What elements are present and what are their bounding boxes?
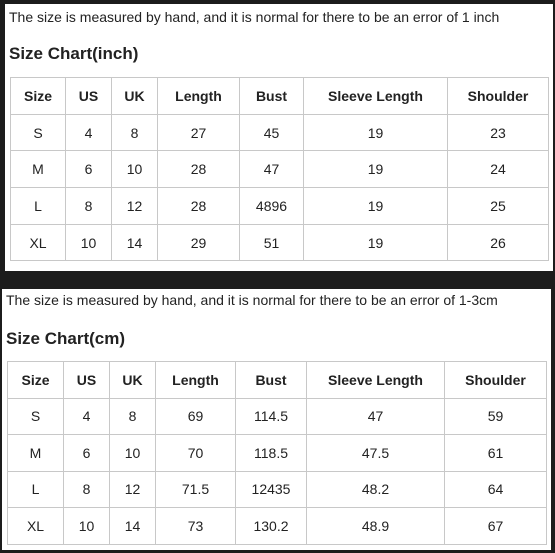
table-cell: XL bbox=[8, 508, 64, 545]
table-cell: 4896 bbox=[240, 188, 304, 225]
table-cell: 8 bbox=[110, 398, 156, 435]
table-cell: S bbox=[8, 398, 64, 435]
table-header-row bbox=[8, 362, 547, 399]
table-cell: 59 bbox=[445, 398, 547, 435]
table-cell: 10 bbox=[110, 435, 156, 472]
column-header: Bust bbox=[236, 362, 307, 399]
size-table-cm bbox=[7, 361, 547, 545]
table-cell: M bbox=[8, 435, 64, 472]
table-cell: 8 bbox=[64, 471, 110, 508]
table-cell: 47 bbox=[240, 151, 304, 188]
table-row bbox=[8, 398, 547, 435]
table-cell: S bbox=[11, 114, 66, 151]
table-row bbox=[8, 508, 547, 545]
column-header: UK bbox=[110, 362, 156, 399]
table-cell: 45 bbox=[240, 114, 304, 151]
table-cell: 6 bbox=[64, 435, 110, 472]
table-cell: 14 bbox=[112, 224, 158, 261]
table-cell: 51 bbox=[240, 224, 304, 261]
table-cell: 64 bbox=[445, 471, 547, 508]
table-row bbox=[8, 471, 547, 508]
table-cell: 70 bbox=[156, 435, 236, 472]
size-chart-inch-panel bbox=[5, 4, 553, 271]
table-cell: 19 bbox=[304, 114, 448, 151]
column-header: Size bbox=[11, 78, 66, 115]
table-cell: 6 bbox=[66, 151, 112, 188]
table-cell: XL bbox=[11, 224, 66, 261]
column-header: US bbox=[66, 78, 112, 115]
table-cell: M bbox=[11, 151, 66, 188]
chart-title: Size Chart(inch) bbox=[9, 44, 139, 63]
table-cell: 67 bbox=[445, 508, 547, 545]
table-cell: 114.5 bbox=[236, 398, 307, 435]
table-cell: 25 bbox=[448, 188, 549, 225]
table-cell: 10 bbox=[64, 508, 110, 545]
table-cell: 69 bbox=[156, 398, 236, 435]
table-row bbox=[8, 435, 547, 472]
table-cell: 10 bbox=[66, 224, 112, 261]
table-cell: 12 bbox=[110, 471, 156, 508]
table-row bbox=[11, 114, 549, 151]
table-row bbox=[11, 224, 549, 261]
column-header: Sleeve Length bbox=[304, 78, 448, 115]
table-cell: 8 bbox=[66, 188, 112, 225]
table-cell: 4 bbox=[66, 114, 112, 151]
column-header: Size bbox=[8, 362, 64, 399]
table-row bbox=[11, 151, 549, 188]
table-cell: 28 bbox=[158, 151, 240, 188]
size-chart-cm-panel bbox=[2, 289, 551, 550]
column-header: Bust bbox=[240, 78, 304, 115]
column-header: Shoulder bbox=[445, 362, 547, 399]
column-header: US bbox=[64, 362, 110, 399]
table-cell: 28 bbox=[158, 188, 240, 225]
table-cell: 61 bbox=[445, 435, 547, 472]
table-cell: 8 bbox=[112, 114, 158, 151]
column-header: UK bbox=[112, 78, 158, 115]
measurement-note: The size is measured by hand, and it is normal for there to be an error of 1-3cm bbox=[6, 292, 498, 308]
table-cell: 48.2 bbox=[307, 471, 445, 508]
table-cell: 130.2 bbox=[236, 508, 307, 545]
table-cell: L bbox=[8, 471, 64, 508]
table-cell: L bbox=[11, 188, 66, 225]
table-cell: 47.5 bbox=[307, 435, 445, 472]
table-cell: 48.9 bbox=[307, 508, 445, 545]
table-cell: 73 bbox=[156, 508, 236, 545]
table-cell: 71.5 bbox=[156, 471, 236, 508]
table-cell: 29 bbox=[158, 224, 240, 261]
size-table-inch bbox=[10, 77, 549, 261]
table-row bbox=[11, 188, 549, 225]
table-cell: 27 bbox=[158, 114, 240, 151]
table-cell: 19 bbox=[304, 224, 448, 261]
table-cell: 14 bbox=[110, 508, 156, 545]
table-cell: 23 bbox=[448, 114, 549, 151]
column-header: Length bbox=[158, 78, 240, 115]
column-header: Sleeve Length bbox=[307, 362, 445, 399]
table-cell: 12 bbox=[112, 188, 158, 225]
column-header: Length bbox=[156, 362, 236, 399]
table-cell: 24 bbox=[448, 151, 549, 188]
table-header-row bbox=[11, 78, 549, 115]
column-header: Shoulder bbox=[448, 78, 549, 115]
table-cell: 118.5 bbox=[236, 435, 307, 472]
table-cell: 12435 bbox=[236, 471, 307, 508]
measurement-note: The size is measured by hand, and it is normal for there to be an error of 1 inch bbox=[9, 9, 500, 25]
table-cell: 47 bbox=[307, 398, 445, 435]
chart-title: Size Chart(cm) bbox=[6, 329, 126, 348]
table-cell: 26 bbox=[448, 224, 549, 261]
table-cell: 4 bbox=[64, 398, 110, 435]
table-cell: 19 bbox=[304, 151, 448, 188]
table-cell: 10 bbox=[112, 151, 158, 188]
table-cell: 19 bbox=[304, 188, 448, 225]
